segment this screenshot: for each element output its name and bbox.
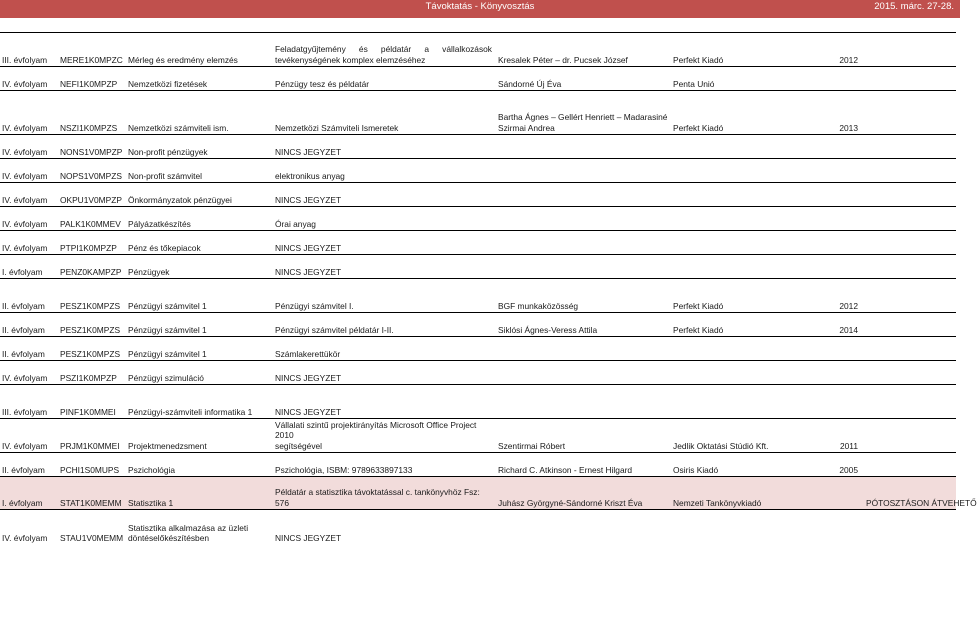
title-cell [273,183,496,207]
table-row [0,510,956,545]
title-cell [273,255,496,279]
subject-cell: Pénz és tőkepiacok [126,231,273,255]
table-row [0,255,956,279]
note-cell [864,159,956,183]
page-title: Távoktatás - Könyvosztás [425,1,535,12]
course-code-cell: PENZ0KAMPZP [58,255,126,279]
course-code-cell: STAU1V0MEMM [58,510,126,545]
year-cell: IV. évfolyam [0,159,58,183]
note-cell [864,135,956,159]
year-cell: IV. évfolyam [0,67,58,91]
year-published-cell [795,135,864,159]
course-code-cell: NOPS1V0MPZS [58,159,126,183]
year-cell: III. évfolyam [0,385,58,419]
title-cell [273,67,496,91]
table-row [0,183,956,207]
year-cell: IV. évfolyam [0,231,58,255]
title-cell [273,279,496,313]
course-code-cell: PINF1K0MMEI [58,385,126,419]
author-cell [496,183,671,207]
author-cell: Richard C. Atkinson - Ernest Hilgard [496,453,671,477]
title-cell [273,33,496,67]
note-cell [864,337,956,361]
author-cell [496,337,671,361]
cell-line: NINCS JEGYZET [275,242,342,253]
year-published-cell: 2005 [795,453,864,477]
author-cell: Juhász Györgyné-Sándorné Kriszt Éva [496,477,671,510]
year-published-cell [795,231,864,255]
subject-cell: Projektmenedzsment [126,419,273,453]
note-cell [864,510,956,545]
subject-cell: Pályázatkészítés [126,207,273,231]
subject-cell: Statisztika 1 [126,477,273,510]
subject-cell: Pénzügyi-számviteli informatika 1 [126,385,273,419]
author-cell [496,361,671,385]
course-code-cell: PESZ1K0MPZS [58,313,126,337]
table-row [0,337,956,361]
course-code-cell: NSZI1K0MPZS [58,91,126,135]
author-cell: Kresalek Péter – dr. Pucsek József [496,33,671,67]
table-row [0,231,956,255]
table-row [0,67,956,91]
course-code-cell: MERE1K0MPZC [58,33,126,67]
year-published-cell [795,385,864,419]
year-cell: IV. évfolyam [0,207,58,231]
year-cell: II. évfolyam [0,279,58,313]
year-cell: IV. évfolyam [0,419,58,453]
cell-line: Órai anyag [275,218,316,229]
year-cell: IV. évfolyam [0,135,58,159]
year-published-cell [795,337,864,361]
course-code-cell: NEFI1K0MPZP [58,67,126,91]
cell-line: elektronikus anyag [275,170,345,181]
subject-cell: Non-profit pénzügyek [126,135,273,159]
course-code-cell: OKPU1V0MPZP [58,183,126,207]
cell-line: tevékenységének komplex elemzéséhez [275,54,426,65]
title-cell [273,135,496,159]
note-cell [864,207,956,231]
cell-line: NINCS JEGYZET [275,266,342,277]
table-row [0,135,956,159]
author-cell: Siklósi Ágnes-Veress Attila [496,313,671,337]
year-published-cell [795,207,864,231]
course-code-cell: PESZ1K0MPZS [58,279,126,313]
title-cell [273,159,496,183]
course-code-cell: PSZI1K0MPZP [58,361,126,385]
cell-line: Pénzügy tesz és példatár [275,78,370,89]
note-cell [864,183,956,207]
cell-line: NINCS JEGYZET [275,406,342,417]
subject-cell: Önkormányzatok pénzügyei [126,183,273,207]
publisher-cell: Penta Unió [671,67,795,91]
year-published-cell [795,510,864,545]
cell-line: NINCS JEGYZET [275,372,342,383]
table-row [0,419,956,453]
table-row [0,313,956,337]
publisher-cell: Nemzeti Tankönyvkiadó [671,477,795,510]
course-code-cell: PCHI1S0MUPS [58,453,126,477]
course-code-cell: PALK1K0MMEV [58,207,126,231]
publisher-cell [671,510,795,545]
title-cell [273,510,496,545]
publisher-cell: Perfekt Kiadó [671,91,795,135]
subject-cell: Pénzügyi számvitel 1 [126,313,273,337]
cell-line: Statisztika alkalmazása az üzleti [128,522,249,533]
title-cell [273,207,496,231]
author-cell [496,159,671,183]
author-cell [496,135,671,159]
table-row [0,477,956,510]
title-cell [273,231,496,255]
table-row [0,453,956,477]
year-cell: II. évfolyam [0,453,58,477]
publisher-cell [671,135,795,159]
table-row [0,159,956,183]
cell-line: Példatár a statisztika távoktatással c. tankönyvhöz Fsz: 576 [275,487,480,508]
author-cell: Szentirmai Róbert [496,419,671,453]
title-cell [273,419,496,453]
page-header-bar [0,0,960,18]
title-cell [273,453,496,477]
year-cell: IV. évfolyam [0,361,58,385]
note-cell [864,419,956,453]
table-row [0,91,956,135]
cell-line: NINCS JEGYZET [275,194,342,205]
table-row [0,33,956,67]
publisher-cell [671,255,795,279]
author-cell: BGF munkaközösség [496,279,671,313]
table-row [0,361,956,385]
subject-cell: Pszichológia [126,453,273,477]
year-published-cell: 2014 [795,313,864,337]
year-cell: IV. évfolyam [0,183,58,207]
publisher-cell: Osiris Kiadó [671,453,795,477]
table-row [0,279,956,313]
note-cell [864,385,956,419]
author-cell: Sándorné Új Éva [496,67,671,91]
year-cell: III. évfolyam [0,33,58,67]
year-published-cell [795,361,864,385]
note-cell [864,67,956,91]
cell-line: döntéselőkészítésben [128,533,210,543]
cell-line: Pszichológia, ISBM: 9789633897133 [275,464,413,475]
table-row [0,207,956,231]
header-date: 2015. márc. 27-28. [874,1,954,12]
note-cell [864,279,956,313]
year-cell: II. évfolyam [0,337,58,361]
author-cell [496,510,671,545]
publisher-cell [671,207,795,231]
year-published-cell: 2012 [795,33,864,67]
course-code-cell: STAT1K0MEMM [58,477,126,510]
cell-line: segítségével [275,440,323,451]
note-cell [864,33,956,67]
note-cell: PÓTOSZTÁSON ÁTVEHETŐ [864,477,956,510]
author-cell [496,91,671,135]
course-code-cell: PTPI1K0MPZP [58,231,126,255]
note-cell [864,453,956,477]
title-cell [273,337,496,361]
cell-line: Szirmai Andrea [498,122,555,133]
course-code-cell: NONS1V0MPZP [58,135,126,159]
year-published-cell [795,159,864,183]
course-code-cell: PRJM1K0MMEI [58,419,126,453]
author-cell [496,255,671,279]
year-published-cell [795,477,864,510]
subject-cell: Pénzügyi szimuláció [126,361,273,385]
title-cell [273,477,496,510]
cell-line: Számlakerettükör [275,348,341,359]
year-published-cell: 2011 [795,419,864,453]
cell-line: Bartha Ágnes – Gellért Henriett – Madarasiné [498,112,668,122]
cell-line: Vállalati szintű projektirányítás Microsoft Office Project 2010 [275,419,477,440]
year-published-cell [795,183,864,207]
publisher-cell [671,385,795,419]
publisher-cell: Jedlik Oktatási Stúdió Kft. [671,419,795,453]
year-published-cell [795,255,864,279]
cell-line: NINCS JEGYZET [275,146,342,157]
publisher-cell: Perfekt Kiadó [671,313,795,337]
table-row [0,385,956,419]
subject-cell: Pénzügyi számvitel 1 [126,337,273,361]
cell-line: Feladatgyűjtemény és példatár a vállalkozások [275,44,492,54]
subject-cell: Pénzügyek [126,255,273,279]
title-cell [273,91,496,135]
title-cell [273,361,496,385]
publisher-cell [671,361,795,385]
year-cell: IV. évfolyam [0,510,58,545]
author-cell [496,207,671,231]
publisher-cell [671,231,795,255]
note-cell [864,231,956,255]
publisher-cell: Perfekt Kiadó [671,33,795,67]
subject-cell: Pénzügyi számvitel 1 [126,279,273,313]
publisher-cell: Perfekt Kiadó [671,279,795,313]
author-cell [496,231,671,255]
note-cell [864,91,956,135]
subject-cell [126,510,273,545]
subject-cell: Non-profit számvitel [126,159,273,183]
year-published-cell [795,67,864,91]
cell-line: NINCS JEGYZET [275,533,342,543]
publisher-cell [671,159,795,183]
subject-cell: Nemzetközi számviteli ism. [126,91,273,135]
cell-line: Nemzetközi Számviteli Ismeretek [275,122,399,133]
subject-cell: Mérleg és eredmény elemzés [126,33,273,67]
cell-line: Pénzügyi számvitel példatár I-II. [275,324,394,335]
title-cell [273,385,496,419]
note-cell [864,313,956,337]
note-cell [864,361,956,385]
year-published-cell: 2013 [795,91,864,135]
publisher-cell [671,183,795,207]
year-published-cell: 2012 [795,279,864,313]
year-cell: I. évfolyam [0,255,58,279]
note-cell [864,255,956,279]
publisher-cell [671,337,795,361]
course-code-cell: PESZ1K0MPZS [58,337,126,361]
cell-line: Pénzügyi számvitel I. [275,300,354,311]
year-cell: I. évfolyam [0,477,58,510]
year-cell: IV. évfolyam [0,91,58,135]
subject-cell: Nemzetközi fizetések [126,67,273,91]
book-distribution-table [0,32,977,545]
title-cell [273,313,496,337]
year-cell: II. évfolyam [0,313,58,337]
author-cell [496,385,671,419]
